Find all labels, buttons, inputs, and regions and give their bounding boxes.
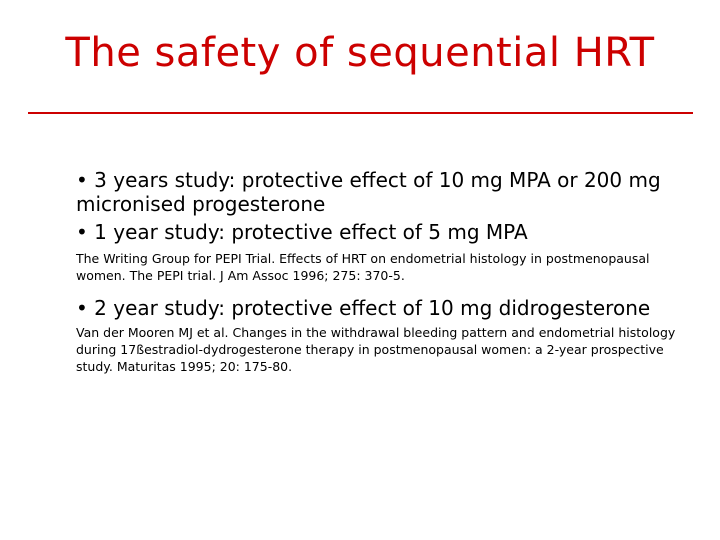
footnote-line xyxy=(578,470,648,475)
reference-pepi-trial: The Writing Group for PEPI Trial. Effects of HRT on endometrial histology in postmenopausal women. The PEPI trial. J Am Assoc 1996; 275: 370-5. xyxy=(76,251,650,283)
footnote-smudge xyxy=(578,460,648,475)
bullet-one-year-study: • 1 year study: protective effect of 5 mg MPA xyxy=(76,220,528,244)
slide-title: The safety of sequential HRT xyxy=(65,30,655,76)
bullet-two-year-study: • 2 year study: protective effect of 10 mg didrogesterone xyxy=(76,296,651,320)
bullet-three-year-study: • 3 years study: protective effect of 10 mg MPA or 200 mg micronised progesterone xyxy=(76,168,661,216)
reference-van-der-mooren: Van der Mooren MJ et al. Changes in the withdrawal bleeding pattern and endometrial histology during 17ßestradiol-dydrogesterone therapy in postmenopausal women: a 2-year prospective study. Maturitas 1995; 20: 175-80. xyxy=(76,325,676,374)
slide-content xyxy=(76,168,676,387)
title-divider xyxy=(28,112,693,114)
